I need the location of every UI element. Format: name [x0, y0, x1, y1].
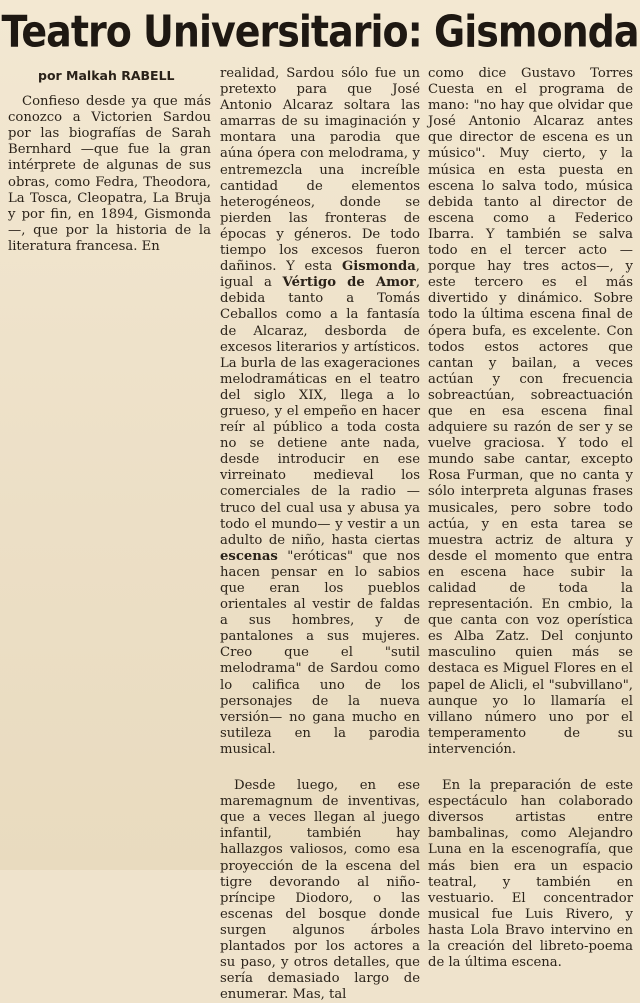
- vertigo-title: Vértigo de Amor: [282, 275, 416, 291]
- col2-p1-part-a: realidad, Sardou sólo fue un pretexto para que José Antonio Alcaraz soltara las amarras de su imaginación y montara una parodia que aúna ópera con melodrama, y entremezcla una increíble cantidad de elementos heterogéneos, donde se pierden las fronteras de épocas y géneros. De todo tiempo los excesos fueron dañinos. Y esta: [220, 66, 420, 275]
- col2-paragraph-2: Desde luego, en ese maremagnum de inventivas, que a veces llegan al juego infantil, también hay hallazgos valiosos, como esa proyección de la escena del tigre devorando al niño-príncipe Diodoro, o las escenas del bosque donde surgen algunos árboles plantados por los actores a su paso, y otros detalles, que sería demasiado largo de enumerar. Mas, tal: [220, 778, 420, 1003]
- escenas-word: escenas: [220, 548, 278, 564]
- col2-p1-part-c: , debida tanto a Tomás Ceballos como a la fantasía de Alcaraz, desborda de excesos literarios y artísticos. La burla de las exageraciones melodramáticas en el teatro del siglo XIX, llega a lo grueso, y el empeño en hacer reír al público a toda costa no se detiene ante nada, desde introducir en ese virreinato medieval los comerciales de la radio —truco del cual usa y abusa ya todo el mundo— y vestir a un adulto de niño, hasta ciertas: [220, 275, 421, 548]
- col2-p1-part-d: "eróticas" que nos hacen pensar en lo sabios que eran los pueblos orientales al vestir de faldas a sus hombres, y de pantalones a sus mujeres. Creo que el "sutil melodrama" de Sardou como lo califica uno de los personajes de la nueva versión— no gana mucho en sutileza en la parodia musical.: [220, 548, 420, 757]
- headline: Teatro Universitario: Gismonda: [1, 6, 639, 57]
- gismonda-title: Gismonda: [341, 259, 416, 275]
- column-3: [428, 66, 633, 971]
- col3-paragraph-1: como dice Gustavo Torres Cuesta en el programa de mano: "no hay que olvidar que José Antonio Alcaraz antes que director de escena es un músico". Muy cierto, y la música en esta puesta en escena lo salva todo, música debida tanto al director de escena como a Federico Ibarra. Y también se salva todo en el tercer acto —porque hay tres actos—, y este tercero es el más divertido y dinámico. Sobre todo la última escena final de ópera bufa, es excelente. Con todos estos actores que cantan y bailan, a veces actúan y con frecuencia sobreactúan, sobreactuación que en esa escena final adquiere su razón de ser y se vuelve graciosa. Y todo el mundo sabe cantar, excepto Rosa Furman, que no canta y sólo interpreta algunas frases musicales, pero sobre todo actúa, y en esta tarea se muestra actriz de altura y desde el momento que entra en escena hace subir la calidad de toda la representación. En cmbio, la que canta con voz operística es Alba Zatz. Del conjunto masculino quien más se destaca es Miguel Flores en el papel de Alicli, el "subvillano", aunque yo lo llamaría el villano número uno por el temperamento de su intervención.: [428, 66, 633, 757]
- column-1: [8, 66, 211, 255]
- col3-paragraph-2: En la preparación de este espectáculo han colaborado diversos artistas entre bambalinas, como Alejandro Luna en la escenografía, que más bien era un espacio teatral, y también en vestuario. El concentrador musical fue Luis Rivero, y hasta Lola Bravo intervino en la creación del libreto-poema de la última escena.: [428, 778, 633, 971]
- byline: por Malkah RABELL: [38, 68, 175, 83]
- col1-paragraph-1: Confieso desde ya que más conozco a Victorien Sardou por las biografías de Sarah Bernhard —que fue la gran intérprete de algunas de sus obras, como Fedra, Theodora, La Tosca, Cleopatra, La Bruja y por fin, en 1894, Gismonda—, que por la historia de la literatura francesa. En: [8, 94, 211, 254]
- col2-paragraph-1: [220, 66, 420, 758]
- col2-p1-part-b: , igual a: [220, 259, 420, 291]
- column-2: [220, 66, 420, 1003]
